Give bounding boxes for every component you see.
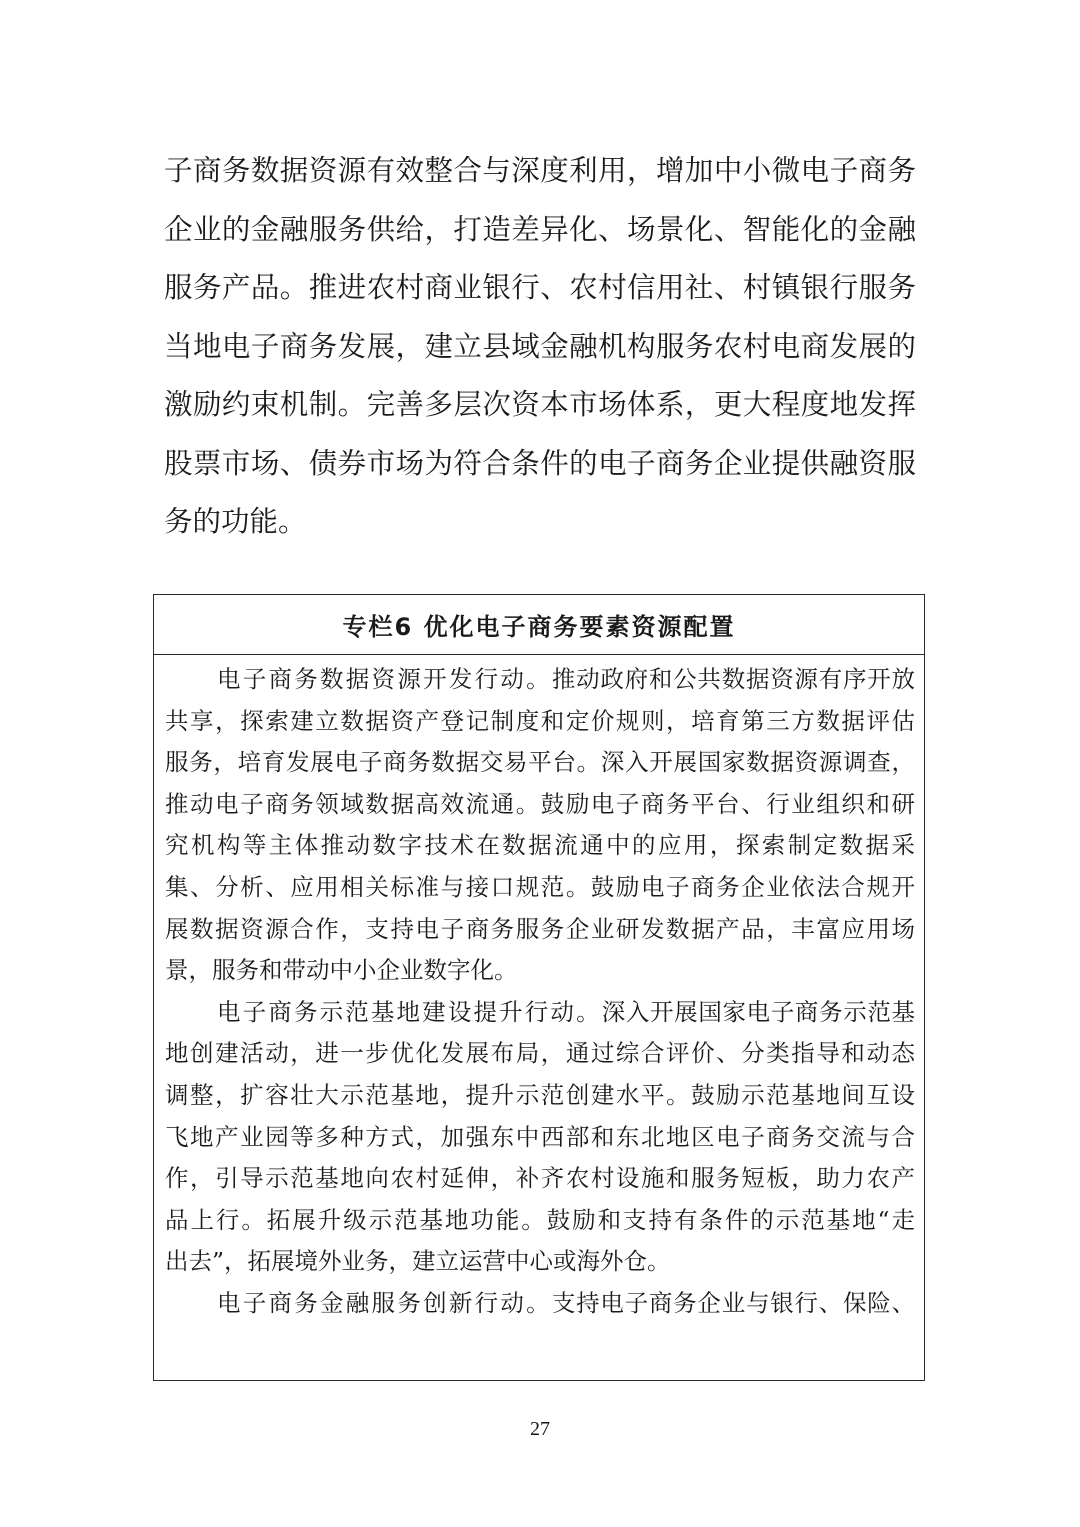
paragraph-first-line: [165, 992, 915, 1034]
page-number: 27: [530, 1418, 550, 1440]
body-line: 子商务数据资源有效整合与深度利用，增加中小微电子商务: [164, 154, 916, 187]
box-line: 集、分析、应用相关标准与接口规范。鼓励电子商务企业依法合规开: [165, 872, 915, 901]
body-line: 激励约束机制。完善多层次资本市场体系，更大程度地发挥: [164, 388, 916, 421]
paragraph-first-line: [165, 659, 915, 701]
box-content: [165, 659, 915, 1325]
box-line: 展数据资源合作，支持电子商务服务企业研发数据产品，丰富应用场: [165, 914, 915, 943]
paragraph-lead: 电子商务示范基地建设提升行动。: [217, 997, 602, 1026]
paragraph-first-line: [165, 1283, 915, 1325]
box-line: 地创建活动，进一步优化发展布局，通过综合评价、分类指导和动态: [165, 1039, 915, 1068]
box-line: 服务，培育发展电子商务数据交易平台。深入开展国家数据资源调查，: [165, 748, 915, 777]
box-line: 景，服务和带动中小企业数字化。: [165, 956, 518, 985]
sidebar-box: [153, 594, 925, 1381]
box-line: 作，引导示范基地向农村延伸，补齐农村设施和服务短板，助力农产: [165, 1164, 915, 1193]
box-line: 飞地产业园等多种方式，加强东中西部和东北地区电子商务交流与合: [165, 1122, 915, 1151]
body-line: 企业的金融服务供给，打造差异化、场景化、智能化的金融: [164, 212, 916, 246]
paragraph-text: 推动政府和公共数据资源有序开放: [551, 665, 916, 693]
body-line: 当地电子商务发展，建立县域金融机构服务农村电商发展的: [164, 329, 916, 363]
box-title: 专栏6 优化电子商务要素资源配置: [154, 595, 924, 655]
box-line: 究机构等主体推动数字技术在数据流通中的应用，探索制定数据采: [165, 831, 915, 860]
body-line: 务的功能。: [164, 505, 307, 538]
box-line: 推动电子商务领域数据高效流通。鼓励电子商务平台、行业组织和研: [165, 789, 915, 818]
paragraph-text: 支持电子商务企业与银行、保险、: [551, 1288, 916, 1317]
box-line: 共享，探索建立数据资产登记制度和定价规则，培育第三方数据评估: [165, 706, 915, 735]
body-paragraph: [164, 142, 916, 552]
box-line: 品上行。拓展升级示范基地功能。鼓励和支持有条件的示范基地“走: [165, 1205, 915, 1234]
body-line: 股票市场、债券市场为符合条件的电子商务企业提供融资服: [164, 446, 916, 480]
paragraph-lead: 电子商务金融服务创新行动。: [217, 1288, 552, 1317]
paragraph-lead: 电子商务数据资源开发行动。: [217, 665, 552, 693]
body-line: 服务产品。推进农村商业银行、农村信用社、村镇银行服务: [164, 271, 916, 304]
box-line: 出去”，拓展境外业务，建立运营中心或海外仓。: [165, 1247, 671, 1276]
box-line: 调整，扩容壮大示范基地，提升示范创建水平。鼓励示范基地间互设: [165, 1080, 915, 1109]
paragraph-text: 深入开展国家电子商务示范基: [601, 997, 916, 1026]
